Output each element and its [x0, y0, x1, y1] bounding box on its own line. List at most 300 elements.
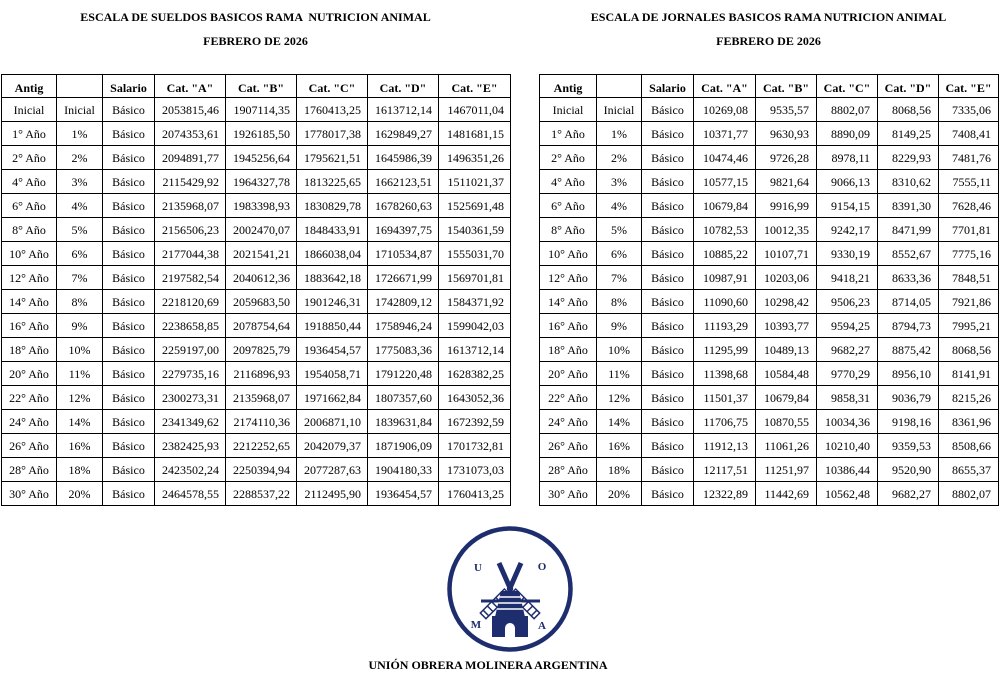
percentage-cell: 5% [57, 218, 103, 242]
category-a-cell: 10269,08 [694, 98, 756, 122]
seniority-cell: 8° Año [540, 218, 597, 242]
seniority-cell: 10° Año [2, 242, 57, 266]
category-d-cell: 1904180,33 [368, 458, 439, 482]
category-c-cell: 9330,19 [817, 242, 878, 266]
salary-type-cell: Básico [642, 434, 694, 458]
category-c-cell: 9770,29 [817, 362, 878, 386]
table-row [540, 122, 999, 146]
category-d-cell: 1742809,12 [368, 290, 439, 314]
category-c-cell: 9594,25 [817, 314, 878, 338]
category-b-cell: 2040612,36 [226, 266, 297, 290]
category-d-cell: 8633,36 [878, 266, 939, 290]
percentage-cell: 10% [57, 338, 103, 362]
table-row [2, 458, 511, 482]
category-a-cell: 12322,89 [694, 482, 756, 506]
category-e-cell: 1540361,59 [439, 218, 511, 242]
category-e-cell: 1525691,48 [439, 194, 511, 218]
daily-wage-scale-table [539, 74, 999, 506]
table-row [540, 242, 999, 266]
category-c-cell: 1901246,31 [297, 290, 368, 314]
percentage-header [597, 75, 642, 98]
seniority-cell: 26° Año [2, 434, 57, 458]
category-d-cell: 8068,56 [878, 98, 939, 122]
table-row [540, 482, 999, 506]
table-row [540, 338, 999, 362]
seniority-cell: 20° Año [540, 362, 597, 386]
category-e-header: Cat. "E" [439, 75, 511, 98]
category-d-cell: 1678260,63 [368, 194, 439, 218]
category-d-cell: 1791220,48 [368, 362, 439, 386]
category-e-cell: 7628,46 [939, 194, 999, 218]
category-a-cell: 2259197,00 [155, 338, 226, 362]
category-b-cell: 10584,48 [756, 362, 817, 386]
category-a-cell: 11193,29 [694, 314, 756, 338]
salary-type-cell: Básico [103, 194, 155, 218]
table-row [540, 98, 999, 122]
category-c-cell: 1866038,04 [297, 242, 368, 266]
percentage-cell: 9% [57, 314, 103, 338]
seniority-cell: 8° Año [2, 218, 57, 242]
category-b-cell: 9726,28 [756, 146, 817, 170]
category-b-cell: 10870,55 [756, 410, 817, 434]
seniority-cell: 4° Año [2, 170, 57, 194]
category-a-cell: 2382425,93 [155, 434, 226, 458]
category-c-cell: 1883642,18 [297, 266, 368, 290]
category-c-cell: 1830829,78 [297, 194, 368, 218]
category-a-cell: 10474,46 [694, 146, 756, 170]
category-d-header: Cat. "D" [878, 75, 939, 98]
category-c-cell: 8802,07 [817, 98, 878, 122]
seniority-cell: 16° Año [540, 314, 597, 338]
seniority-cell: 10° Año [540, 242, 597, 266]
table-row [2, 194, 511, 218]
category-b-cell: 2250394,94 [226, 458, 297, 482]
percentage-cell: 1% [57, 122, 103, 146]
header-row [540, 75, 999, 98]
category-a-cell: 2053815,46 [155, 98, 226, 122]
category-c-cell: 2006871,10 [297, 410, 368, 434]
category-c-cell: 8890,09 [817, 122, 878, 146]
table-row [2, 98, 511, 122]
category-d-cell: 1710534,87 [368, 242, 439, 266]
category-c-header: Cat. "C" [817, 75, 878, 98]
category-e-cell: 1467011,04 [439, 98, 511, 122]
percentage-cell: 20% [597, 482, 642, 506]
daily-wage-scale-section [539, 0, 998, 510]
category-a-cell: 2115429,92 [155, 170, 226, 194]
category-e-cell: 8508,66 [939, 434, 999, 458]
category-e-cell: 8215,26 [939, 386, 999, 410]
salary-type-cell: Básico [642, 386, 694, 410]
salary-type-cell: Básico [642, 338, 694, 362]
category-d-cell: 1936454,57 [368, 482, 439, 506]
category-d-cell: 8875,42 [878, 338, 939, 362]
category-a-cell: 2135968,07 [155, 194, 226, 218]
category-d-cell: 8471,99 [878, 218, 939, 242]
seniority-cell: Inicial [2, 98, 57, 122]
category-c-header: Cat. "C" [297, 75, 368, 98]
logo-letter-o: O [537, 561, 547, 573]
table-row [540, 218, 999, 242]
category-b-cell: 2174110,36 [226, 410, 297, 434]
seniority-header: Antig [540, 75, 597, 98]
percentage-cell: 2% [57, 146, 103, 170]
category-d-cell: 1613712,14 [368, 98, 439, 122]
category-c-cell: 9242,17 [817, 218, 878, 242]
table-row [2, 122, 511, 146]
seniority-cell: Inicial [540, 98, 597, 122]
category-e-cell: 8068,56 [939, 338, 999, 362]
category-e-cell: 7555,11 [939, 170, 999, 194]
salary-type-cell: Básico [103, 434, 155, 458]
table-row [540, 362, 999, 386]
category-d-header: Cat. "D" [368, 75, 439, 98]
category-a-cell: 11398,68 [694, 362, 756, 386]
seniority-cell: 6° Año [2, 194, 57, 218]
category-e-cell: 1643052,36 [439, 386, 511, 410]
category-c-cell: 1936454,57 [297, 338, 368, 362]
salary-type-cell: Básico [642, 362, 694, 386]
salary-scale-section [1, 0, 510, 510]
category-a-cell: 2300273,31 [155, 386, 226, 410]
category-b-cell: 2002470,07 [226, 218, 297, 242]
table-row [540, 170, 999, 194]
category-c-cell: 9858,31 [817, 386, 878, 410]
category-d-cell: 9036,79 [878, 386, 939, 410]
seniority-cell: 4° Año [540, 170, 597, 194]
seniority-cell: 24° Año [540, 410, 597, 434]
category-d-cell: 1645986,39 [368, 146, 439, 170]
category-b-cell: 1945256,64 [226, 146, 297, 170]
seniority-cell: 28° Año [2, 458, 57, 482]
category-a-cell: 11501,37 [694, 386, 756, 410]
category-a-cell: 2341349,62 [155, 410, 226, 434]
category-e-cell: 1584371,92 [439, 290, 511, 314]
category-c-cell: 1760413,25 [297, 98, 368, 122]
category-a-cell: 2197582,54 [155, 266, 226, 290]
category-e-cell: 8141,91 [939, 362, 999, 386]
salary-type-cell: Básico [103, 458, 155, 482]
salary-type-cell: Básico [642, 266, 694, 290]
category-e-cell: 1599042,03 [439, 314, 511, 338]
table-row [2, 362, 511, 386]
category-b-cell: 2135968,07 [226, 386, 297, 410]
salary-type-cell: Básico [103, 218, 155, 242]
category-d-cell: 1662123,51 [368, 170, 439, 194]
category-c-cell: 1971662,84 [297, 386, 368, 410]
table-row [2, 410, 511, 434]
salary-type-cell: Básico [642, 410, 694, 434]
category-e-cell: 1628382,25 [439, 362, 511, 386]
seniority-header: Antig [2, 75, 57, 98]
category-c-cell: 10386,44 [817, 458, 878, 482]
category-b-cell: 2078754,64 [226, 314, 297, 338]
category-e-cell: 1672392,59 [439, 410, 511, 434]
salary-scale-title: ESCALA DE SUELDOS BASICOS RAMA NUTRICION ANIMAL [80, 10, 431, 24]
seniority-cell: 2° Año [2, 146, 57, 170]
category-b-cell: 2212252,65 [226, 434, 297, 458]
category-d-cell: 8310,62 [878, 170, 939, 194]
seniority-cell: 28° Año [540, 458, 597, 482]
category-d-cell: 8714,05 [878, 290, 939, 314]
category-e-cell: 7848,51 [939, 266, 999, 290]
percentage-cell: 12% [597, 386, 642, 410]
category-a-cell: 10679,84 [694, 194, 756, 218]
category-b-cell: 11061,26 [756, 434, 817, 458]
category-b-cell: 2288537,22 [226, 482, 297, 506]
salary-type-cell: Básico [103, 290, 155, 314]
table-row [540, 410, 999, 434]
percentage-cell: 8% [597, 290, 642, 314]
percentage-cell: 3% [57, 170, 103, 194]
category-e-cell: 7335,06 [939, 98, 999, 122]
salary-type-cell: Básico [103, 98, 155, 122]
category-b-cell: 2097825,79 [226, 338, 297, 362]
category-d-cell: 9198,16 [878, 410, 939, 434]
salary-type-cell: Básico [642, 146, 694, 170]
salary-type-cell: Básico [103, 242, 155, 266]
table-row [540, 434, 999, 458]
percentage-cell: 11% [597, 362, 642, 386]
seniority-cell: 30° Año [540, 482, 597, 506]
uoma-logo [444, 523, 576, 655]
category-b-cell: 9535,57 [756, 98, 817, 122]
category-d-cell: 8794,73 [878, 314, 939, 338]
category-b-cell: 11442,69 [756, 482, 817, 506]
category-a-cell: 11706,75 [694, 410, 756, 434]
percentage-cell: 6% [57, 242, 103, 266]
salary-type-cell: Básico [103, 482, 155, 506]
category-e-cell: 8655,37 [939, 458, 999, 482]
seniority-cell: 22° Año [2, 386, 57, 410]
category-e-cell: 7701,81 [939, 218, 999, 242]
daily-wage-scale-date: FEBRERO DE 2026 [716, 34, 821, 48]
logo-letter-a: A [538, 620, 546, 632]
category-b-header: Cat. "B" [756, 75, 817, 98]
category-c-cell: 1918850,44 [297, 314, 368, 338]
category-c-cell: 9154,15 [817, 194, 878, 218]
seniority-cell: 30° Año [2, 482, 57, 506]
category-e-cell: 1760413,25 [439, 482, 511, 506]
table-row [540, 386, 999, 410]
seniority-cell: 24° Año [2, 410, 57, 434]
percentage-cell: 4% [57, 194, 103, 218]
percentage-cell: 18% [57, 458, 103, 482]
salary-scale-date: FEBRERO DE 2026 [203, 34, 308, 48]
category-c-cell: 8978,11 [817, 146, 878, 170]
seniority-cell: 1° Año [2, 122, 57, 146]
category-a-header: Cat. "A" [694, 75, 756, 98]
category-b-cell: 9630,93 [756, 122, 817, 146]
salary-scale-table [1, 74, 511, 506]
percentage-cell: Inicial [597, 98, 642, 122]
category-e-cell: 7995,21 [939, 314, 999, 338]
table-row [2, 218, 511, 242]
category-d-cell: 1871906,09 [368, 434, 439, 458]
category-e-cell: 8802,07 [939, 482, 999, 506]
category-e-cell: 1731073,03 [439, 458, 511, 482]
category-d-cell: 9520,90 [878, 458, 939, 482]
category-d-cell: 8229,93 [878, 146, 939, 170]
category-c-cell: 1813225,65 [297, 170, 368, 194]
seniority-cell: 6° Año [540, 194, 597, 218]
salary-type-cell: Básico [103, 386, 155, 410]
category-a-cell: 2238658,85 [155, 314, 226, 338]
category-b-cell: 10203,06 [756, 266, 817, 290]
category-c-cell: 10034,36 [817, 410, 878, 434]
salary-type-cell: Básico [103, 338, 155, 362]
salary-type-cell: Básico [642, 458, 694, 482]
category-c-cell: 1795621,51 [297, 146, 368, 170]
category-a-cell: 2177044,38 [155, 242, 226, 266]
category-c-cell: 10210,40 [817, 434, 878, 458]
category-b-cell: 1983398,93 [226, 194, 297, 218]
category-b-cell: 9916,99 [756, 194, 817, 218]
seniority-cell: 12° Año [2, 266, 57, 290]
category-d-cell: 9359,53 [878, 434, 939, 458]
category-c-cell: 10562,48 [817, 482, 878, 506]
table-row [540, 266, 999, 290]
percentage-cell: 16% [597, 434, 642, 458]
category-b-cell: 10298,42 [756, 290, 817, 314]
category-c-cell: 9506,23 [817, 290, 878, 314]
salary-type-cell: Básico [642, 194, 694, 218]
category-d-cell: 1726671,99 [368, 266, 439, 290]
category-d-cell: 8149,25 [878, 122, 939, 146]
percentage-cell: 11% [57, 362, 103, 386]
category-d-cell: 1629849,27 [368, 122, 439, 146]
category-c-cell: 1778017,38 [297, 122, 368, 146]
category-b-cell: 10489,13 [756, 338, 817, 362]
percentage-cell: 5% [597, 218, 642, 242]
seniority-cell: 22° Año [540, 386, 597, 410]
category-a-cell: 11912,13 [694, 434, 756, 458]
salary-type-cell: Básico [642, 242, 694, 266]
salary-type-header: Salario [642, 75, 694, 98]
table-row [540, 194, 999, 218]
salary-type-header: Salario [103, 75, 155, 98]
table-row [540, 314, 999, 338]
salary-type-cell: Básico [103, 266, 155, 290]
category-d-cell: 1694397,75 [368, 218, 439, 242]
salary-type-cell: Básico [642, 122, 694, 146]
table-row [540, 146, 999, 170]
category-a-cell: 10577,15 [694, 170, 756, 194]
category-a-cell: 2094891,77 [155, 146, 226, 170]
percentage-cell: 1% [597, 122, 642, 146]
category-d-cell: 8552,67 [878, 242, 939, 266]
category-c-cell: 9682,27 [817, 338, 878, 362]
salary-type-cell: Básico [642, 314, 694, 338]
table-row [2, 146, 511, 170]
category-b-cell: 10012,35 [756, 218, 817, 242]
category-a-cell: 10885,22 [694, 242, 756, 266]
category-a-cell: 2423502,24 [155, 458, 226, 482]
table-row [2, 290, 511, 314]
category-a-cell: 11295,99 [694, 338, 756, 362]
logo-letter-u: U [474, 562, 482, 574]
category-e-cell: 1511021,37 [439, 170, 511, 194]
table-row [2, 170, 511, 194]
category-e-cell: 1569701,81 [439, 266, 511, 290]
category-e-cell: 8361,96 [939, 410, 999, 434]
salary-type-cell: Básico [642, 290, 694, 314]
category-b-header: Cat. "B" [226, 75, 297, 98]
percentage-cell: 7% [597, 266, 642, 290]
category-b-cell: 11251,97 [756, 458, 817, 482]
category-b-cell: 10393,77 [756, 314, 817, 338]
category-b-cell: 10679,84 [756, 386, 817, 410]
salary-type-cell: Básico [103, 122, 155, 146]
table-row [2, 386, 511, 410]
salary-type-cell: Básico [103, 410, 155, 434]
percentage-cell: 7% [57, 266, 103, 290]
category-c-cell: 9066,13 [817, 170, 878, 194]
table-row [540, 290, 999, 314]
seniority-cell: 14° Año [540, 290, 597, 314]
daily-wage-scale-title: ESCALA DE JORNALES BASICOS RAMA NUTRICION ANIMAL [590, 10, 947, 24]
seniority-cell: 2° Año [540, 146, 597, 170]
category-e-cell: 1555031,70 [439, 242, 511, 266]
category-e-cell: 1701732,81 [439, 434, 511, 458]
percentage-cell: 4% [597, 194, 642, 218]
category-e-cell: 7408,41 [939, 122, 999, 146]
seniority-cell: 1° Año [540, 122, 597, 146]
seniority-cell: 18° Año [540, 338, 597, 362]
salary-type-cell: Básico [103, 170, 155, 194]
category-d-cell: 1839631,84 [368, 410, 439, 434]
category-d-cell: 1807357,60 [368, 386, 439, 410]
salary-type-cell: Básico [642, 170, 694, 194]
category-d-cell: 8391,30 [878, 194, 939, 218]
category-a-cell: 2279735,16 [155, 362, 226, 386]
salary-type-cell: Básico [642, 98, 694, 122]
percentage-cell: 16% [57, 434, 103, 458]
table-row [2, 482, 511, 506]
category-a-cell: 11090,60 [694, 290, 756, 314]
table-row [2, 314, 511, 338]
header-row [2, 75, 511, 98]
category-b-cell: 9821,64 [756, 170, 817, 194]
percentage-cell: 2% [597, 146, 642, 170]
percentage-cell: 20% [57, 482, 103, 506]
category-a-cell: 10782,53 [694, 218, 756, 242]
category-a-cell: 2074353,61 [155, 122, 226, 146]
logo-letter-m: M [470, 619, 482, 631]
category-b-cell: 1926185,50 [226, 122, 297, 146]
category-e-cell: 1613712,14 [439, 338, 511, 362]
category-b-cell: 2116896,93 [226, 362, 297, 386]
category-b-cell: 10107,71 [756, 242, 817, 266]
category-a-cell: 2156506,23 [155, 218, 226, 242]
category-b-cell: 2059683,50 [226, 290, 297, 314]
salary-type-cell: Básico [103, 362, 155, 386]
category-c-cell: 2042079,37 [297, 434, 368, 458]
category-e-cell: 7775,16 [939, 242, 999, 266]
category-d-cell: 9682,27 [878, 482, 939, 506]
seniority-cell: 16° Año [2, 314, 57, 338]
category-a-cell: 10371,77 [694, 122, 756, 146]
percentage-cell: 12% [57, 386, 103, 410]
category-e-header: Cat. "E" [939, 75, 999, 98]
seniority-cell: 26° Año [540, 434, 597, 458]
percentage-cell: 10% [597, 338, 642, 362]
percentage-cell: 9% [597, 314, 642, 338]
category-c-cell: 9418,21 [817, 266, 878, 290]
category-e-cell: 1481681,15 [439, 122, 511, 146]
percentage-cell: 18% [597, 458, 642, 482]
table-row [540, 458, 999, 482]
